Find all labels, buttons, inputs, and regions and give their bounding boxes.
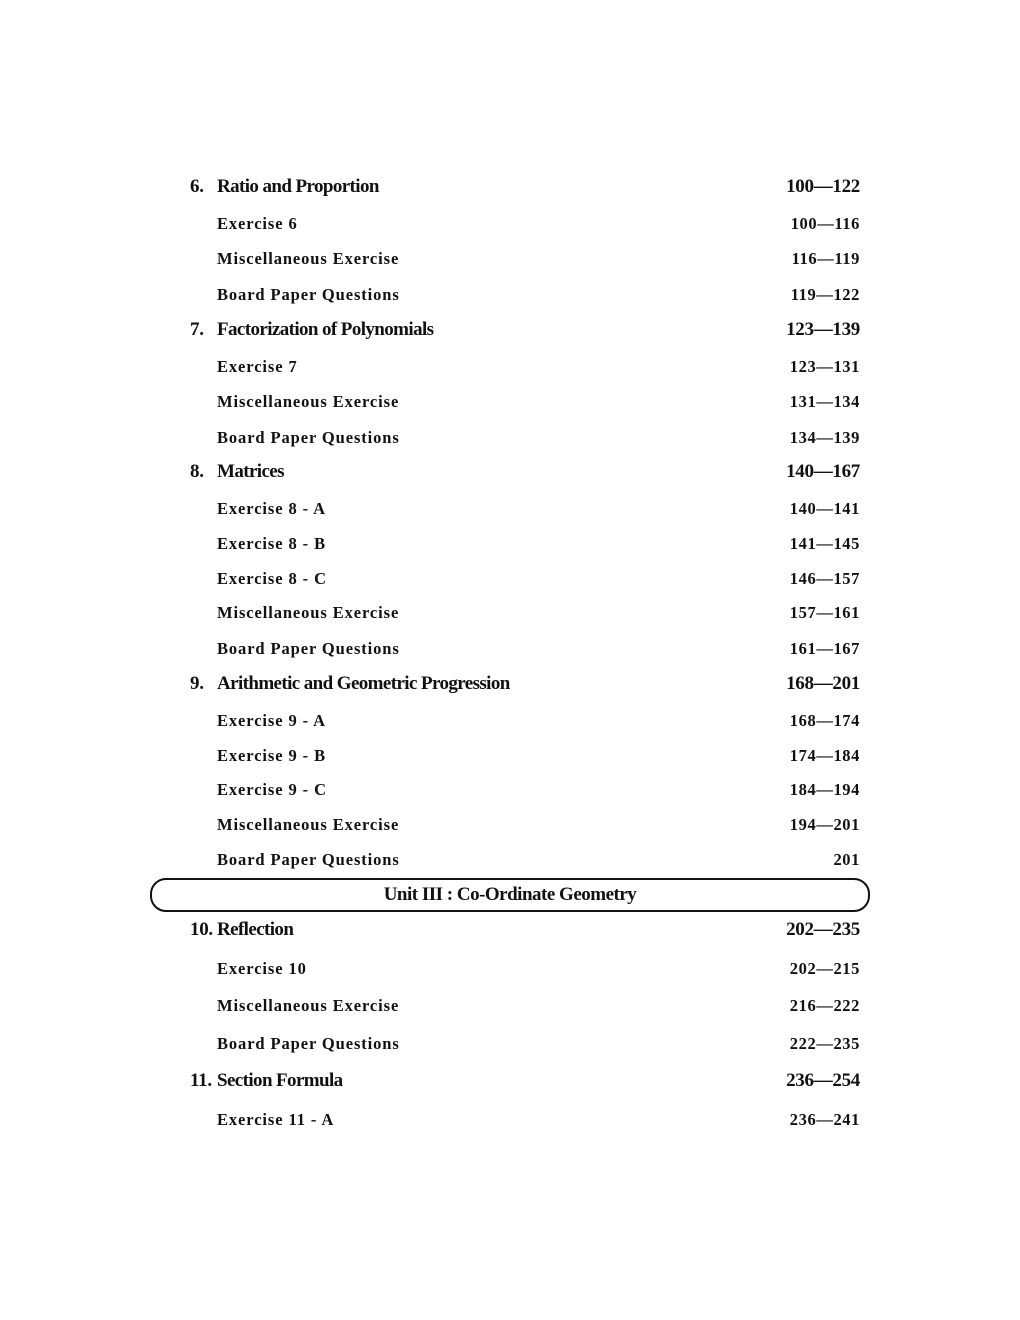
chapter-number: 9. <box>190 673 204 694</box>
chapter-row <box>0 461 1020 491</box>
exercise-pages: 141—145 <box>789 534 860 553</box>
exercise-label: Exercise 8 - A <box>217 499 326 518</box>
exercise-pages: 168—174 <box>789 711 860 730</box>
exercise-row <box>0 815 1020 845</box>
exercise-label: Exercise 7 <box>217 357 298 376</box>
exercise-row <box>0 357 1020 387</box>
exercise-pages: 134—139 <box>789 428 860 447</box>
exercise-pages: 116—119 <box>791 249 860 268</box>
exercise-label: Exercise 8 - B <box>217 534 326 553</box>
exercise-label: Exercise 6 <box>217 214 298 233</box>
exercise-row <box>0 996 1020 1026</box>
chapter-title: Ratio and Proportion <box>217 176 379 197</box>
exercise-pages: 202—215 <box>789 959 860 978</box>
chapter-pages: 123—139 <box>786 319 860 340</box>
exercise-row <box>0 746 1020 776</box>
exercise-row <box>0 603 1020 633</box>
exercise-pages: 140—141 <box>789 499 860 518</box>
exercise-pages: 131—134 <box>789 392 860 411</box>
exercise-pages: 222—235 <box>789 1034 860 1053</box>
exercise-row <box>0 1034 1020 1064</box>
exercise-row <box>0 214 1020 244</box>
exercise-pages: 194—201 <box>789 815 860 834</box>
unit-banner-label: Unit III : Co-Ordinate Geometry <box>383 884 637 905</box>
exercise-label: Exercise 9 - C <box>217 780 327 799</box>
exercise-row <box>0 249 1020 279</box>
exercise-row <box>0 285 1020 315</box>
exercise-pages: 174—184 <box>789 746 860 765</box>
exercise-row <box>0 392 1020 422</box>
exercise-label: Miscellaneous Exercise <box>217 815 400 834</box>
exercise-pages: 184—194 <box>789 780 860 799</box>
exercise-label: Miscellaneous Exercise <box>217 392 400 411</box>
chapter-title: Section Formula <box>217 1070 343 1091</box>
chapter-title: Matrices <box>217 461 284 482</box>
exercise-label: Miscellaneous Exercise <box>217 249 400 268</box>
exercise-row <box>0 499 1020 529</box>
unit-banner <box>150 878 870 912</box>
exercise-pages: 119—122 <box>790 285 860 304</box>
exercise-row <box>0 1110 1020 1140</box>
exercise-row <box>0 534 1020 564</box>
chapter-pages: 100—122 <box>786 176 860 197</box>
chapter-pages: 140—167 <box>786 461 860 482</box>
exercise-label: Exercise 9 - B <box>217 746 326 765</box>
chapter-title: Factorization of Polynomials <box>217 319 434 340</box>
exercise-label: Board Paper Questions <box>217 285 400 304</box>
exercise-pages: 201 <box>833 850 860 869</box>
chapter-pages: 236—254 <box>786 1070 860 1091</box>
exercise-label: Board Paper Questions <box>217 428 400 447</box>
chapter-number: 11. <box>190 1070 212 1091</box>
chapter-row <box>0 1070 1020 1100</box>
exercise-pages: 146—157 <box>789 569 860 588</box>
exercise-label: Exercise 9 - A <box>217 711 326 730</box>
exercise-label: Exercise 11 - A <box>217 1110 335 1129</box>
chapter-row <box>0 673 1020 703</box>
exercise-label: Miscellaneous Exercise <box>217 996 400 1015</box>
exercise-pages: 100—116 <box>790 214 860 233</box>
exercise-label: Exercise 8 - C <box>217 569 327 588</box>
exercise-pages: 236—241 <box>789 1110 860 1129</box>
chapter-row <box>0 176 1020 206</box>
chapter-pages: 202—235 <box>786 919 860 940</box>
exercise-pages: 161—167 <box>789 639 860 658</box>
chapter-number: 10. <box>190 919 213 940</box>
exercise-row <box>0 428 1020 458</box>
chapter-row <box>0 919 1020 949</box>
exercise-label: Board Paper Questions <box>217 1034 400 1053</box>
exercise-row <box>0 780 1020 810</box>
exercise-row <box>0 850 1020 880</box>
exercise-label: Miscellaneous Exercise <box>217 603 400 622</box>
exercise-pages: 216—222 <box>789 996 860 1015</box>
chapter-number: 7. <box>190 319 204 340</box>
chapter-number: 8. <box>190 461 204 482</box>
chapter-row <box>0 319 1020 349</box>
exercise-row <box>0 569 1020 599</box>
chapter-number: 6. <box>190 176 204 197</box>
exercise-label: Exercise 10 <box>217 959 307 978</box>
exercise-row <box>0 711 1020 741</box>
exercise-pages: 123—131 <box>789 357 860 376</box>
chapter-pages: 168—201 <box>786 673 860 694</box>
chapter-title: Arithmetic and Geometric Progression <box>217 673 510 694</box>
exercise-row <box>0 639 1020 669</box>
exercise-row <box>0 959 1020 989</box>
exercise-label: Board Paper Questions <box>217 639 400 658</box>
chapter-title: Reflection <box>217 919 294 940</box>
exercise-pages: 157—161 <box>789 603 860 622</box>
exercise-label: Board Paper Questions <box>217 850 400 869</box>
